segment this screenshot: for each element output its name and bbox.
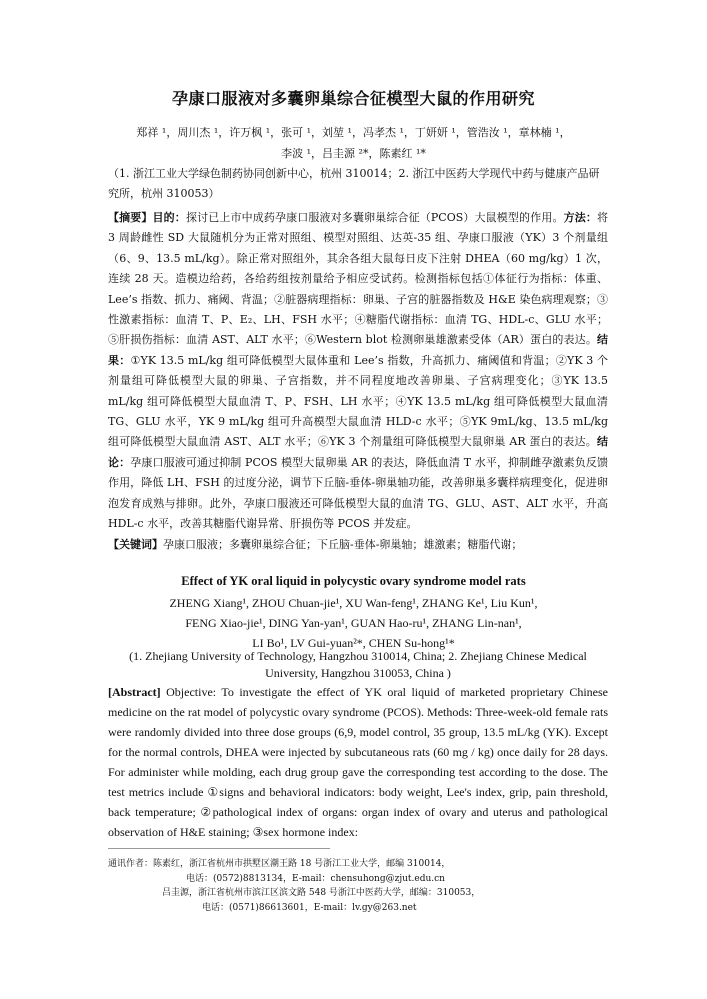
footnote-divider: [108, 848, 330, 849]
affiliation-en: (1. Zhejiang University of Technology, Hangzhou 310014, China; 2. Zhejiang Chinese Medical University, Hangzhou 310053, China ): [129, 649, 587, 680]
paper-title-cn: 孕康口服液对多囊卵巢综合征模型大鼠的作用研究: [171, 89, 535, 108]
abstract-label-cn: 【摘要】目的：: [108, 211, 186, 224]
abstract-body-en: Objective: To investigate the effect of YK oral liquid of marketed proprietary Chinese medicine on the rat model of polycystic ovary syndrome (PCOS). Methods: Three-week-old female rats were randomly divided into three dose groups (6,9, model control, 35 group, 13.5 mL/kg (YK). Except for the normal controls, DHEA were injected by subcutaneous rats (60 mg / kg) once daily for 28 days. For administer while molding, each drug group gave the corresponding test according to the dose. The test metrics include ①signs and behavioral indicators: body weight, Lee's index, grip, pain threshold, back temperature; ②pathological index of organs: organ index of ovary and uterus and pathological observation of H&E staining; ③sex hormone index:: [108, 685, 608, 839]
abstract-results: ①YK 13.5 mL/kg 组可降低模型大鼠体重和 Lee’s 指数，升高抓力、痛阈值和背温；②YK 3 个剂量组可降低模型大鼠的卵巢、子宫指数，并不同程度地改善卵巢、子宫病理变化；③YK 13.5 mL/kg 组可降低模型大鼠血清 T、P、FSH、LH 水平；④YK 13.5 mL/kg 组可降低模型大鼠血清 TG、GLU 水平，YK 9 mL/kg 组可升高模型大鼠血清 HLD-c 水平；⑤YK 9mL/kg、13.5 mL/kg 组可降低模型大鼠血清 AST、ALT 水平；⑥YK 3 个剂量组可降低模型大鼠卵巢 AR 蛋白的表达。: [108, 353, 608, 449]
author-list-cn: [0, 122, 707, 164]
footnote-line-2: 电话：(0572)8813134，E-mail：chensuhong@zjut.edu.cn: [186, 873, 445, 884]
paper-title-en: Effect of YK oral liquid in polycystic ovary syndrome model rats: [181, 574, 526, 588]
abstract-en: [108, 682, 608, 842]
footnote: [108, 857, 628, 915]
footnote-line-4: 电话：(0571)86613601，E-mail：lv.gy@263.net: [202, 902, 417, 913]
abstract-conclusion: 孕康口服液可通过抑制 PCOS 模型大鼠卵巢 AR 的表达，降低血清 T 水平，抑制雌孕激素负反馈作用，降低 LH、FSH 的过度分泌，调节下丘脑-垂体-卵巢轴功能，改善卵巢多囊样病理变化，促进卵泡发育成熟与排卵。此外，孕康口服液还可降低模型大鼠的血清 TG、GLU、AST、ALT 水平，升高 HDL-c 水平，改善其糖脂代谢异常、肝损伤等 PCOS 并发症。: [108, 455, 609, 531]
keywords-cn: [108, 535, 608, 555]
abstract-body-cn: [108, 208, 608, 535]
keywords-text: 孕康口服液；多囊卵巢综合征；下丘脑-垂体-卵巢轴；雄激素；糖脂代谢；: [163, 537, 523, 551]
keywords-label: 【关键词】: [108, 537, 163, 551]
author-line-2: 李波 ¹，吕圭源 ²*，陈素红 ¹*: [281, 147, 426, 160]
abstract-label-en: [Abstract]: [108, 685, 161, 699]
author-line-en-2: FENG Xiao-jie¹, DING Yan-yan¹, GUAN Hao-ru¹, ZHANG Lin-nan¹,: [185, 616, 522, 630]
footnote-line-1: 通讯作者：陈素红，浙江省杭州市拱墅区潮王路 18 号浙江工业大学，邮编 310014，: [108, 859, 451, 869]
author-line-1: 郑祥 ¹，周川杰 ¹，许万枫 ¹，张可 ¹，刘堃 ¹，冯孝杰 ¹，丁妍妍 ¹，管浩汝 ¹，章林楠 ¹，: [136, 126, 571, 139]
abstract-methods: 将 3 周龄雌性 SD 大鼠随机分为正常对照组、模型对照组、达英-35 组、孕康口服液（YK）3 个剂量组（6、9、13.5 mL/kg）。除正常对照组外，其余各组大鼠每日皮下注射 DHEA（60 mg/kg）1 次，连续 28 天。造模边给药，各给药组按剂量给予相应受试药。检测指标包括①体征行为指标：体重、Lee’s 指数、抓力、痛阈、背温；②脏器病理指标：卵巢、子宫的脏器指数及 H&E 染色病理观察；③性激素指标：血清 T、P、E₂、LH、FSH 水平；④糖脂代谢指标：血清 TG、HDL-c、GLU 水平；⑤肝损伤指标：血清 AST、ALT 水平；⑥Western blot 检测卵巢雄激素受体（AR）蛋白的表达。: [108, 211, 608, 347]
methods-label: 方法：: [563, 211, 597, 224]
results-label: 结果：: [108, 333, 608, 367]
conclusion-label: 结论：: [108, 435, 608, 469]
abstract-purpose: 探讨已上市中成药孕康口服液对多囊卵巢综合征（PCOS）大鼠模型的作用。: [185, 211, 564, 224]
footnote-line-3: 吕圭源，浙江省杭州市滨江区滨文路 548 号浙江中医药大学，邮编：310053，: [162, 888, 481, 898]
author-line-en-1: ZHENG Xiang¹, ZHOU Chuan-jie¹, XU Wan-feng¹, ZHANG Ke¹, Liu Kun¹,: [169, 596, 538, 610]
author-line-en-3: LI Bo¹, LV Gui-yuan²*, CHEN Su-hong¹*: [252, 636, 455, 650]
affiliation-cn: （1. 浙江工业大学绿色制药协同创新中心，杭州 310014；2. 浙江中医药大学现代中药与健康产品研究所，杭州 310053）: [108, 167, 600, 200]
abstract-cn: [108, 208, 608, 555]
author-list-en: [0, 593, 707, 653]
